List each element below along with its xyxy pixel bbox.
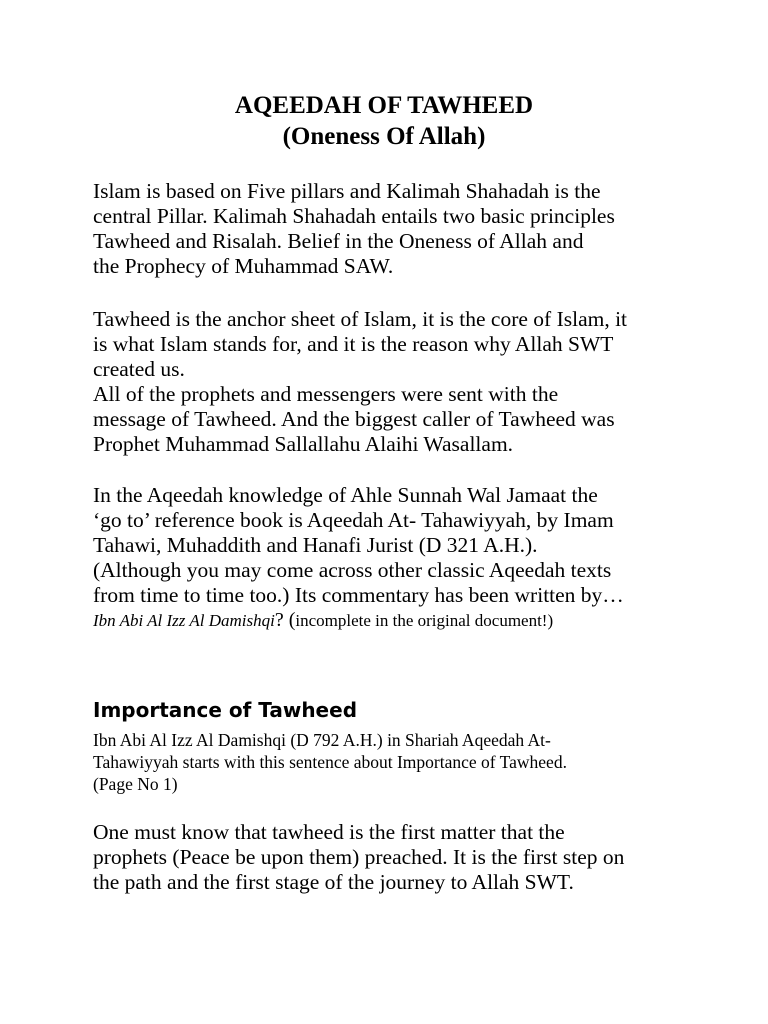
paragraph-pillars	[93, 179, 693, 279]
text-line: Prophet Muhammad Sallallahu Alaihi Wasallam.	[93, 432, 514, 456]
text-line: is what Islam stands for, and it is the reason why Allah SWT	[93, 332, 614, 356]
text-line: central Pillar. Kalimah Shahadah entails two basic principles	[93, 204, 615, 228]
text-line: message of Tawheed. And the biggest caller of Tawheed was	[93, 407, 615, 431]
text-line: ‘go to’ reference book is Aqeedah At- Tahawiyyah, by Imam	[93, 508, 614, 532]
document-title	[0, 90, 768, 152]
paragraph-reference-book	[93, 483, 693, 632]
text-line: Tahawi, Muhaddith and Hanafi Jurist (D 321 A.H.).	[93, 533, 538, 557]
section-heading: Importance of Tawheed	[93, 698, 358, 722]
section-intro	[93, 729, 713, 795]
incomplete-note: incomplete in the original document!)	[295, 611, 554, 630]
author-name: Ibn Abi Al Izz Al Damishqi	[93, 611, 275, 630]
title-line-2: (Oneness Of Allah)	[282, 123, 486, 150]
question-mark: ? (	[274, 609, 296, 631]
paragraph-tawheed-anchor	[93, 307, 693, 457]
title-line-1: AQEEDAH OF TAWHEED	[234, 92, 534, 119]
text-line: Ibn Abi Al Izz Al Damishqi (D 792 A.H.) in Shariah Aqeedah At-	[93, 730, 551, 750]
text-line: Tawheed and Risalah. Belief in the Oneness of Allah and	[93, 229, 584, 253]
text-line: Tawheed is the anchor sheet of Islam, it is the core of Islam, it	[93, 307, 628, 331]
text-line: from time to time too.) Its commentary has been written by…	[93, 583, 624, 607]
text-line: created us.	[93, 357, 185, 381]
text-line: the path and the first stage of the journey to Allah SWT.	[93, 870, 574, 894]
text-line: All of the prophets and messengers were sent with the	[93, 382, 559, 406]
paragraph-first-matter	[93, 820, 693, 895]
text-line: Tahawiyyah starts with this sentence about Importance of Tawheed.	[93, 752, 567, 772]
text-line: (Although you may come across other classic Aqeedah texts	[93, 558, 612, 582]
commentary-author-note	[93, 609, 693, 632]
text-line: the Prophecy of Muhammad SAW.	[93, 254, 394, 278]
text-line: (Page No 1)	[93, 774, 178, 794]
text-line: prophets (Peace be upon them) preached. It is the first step on	[93, 845, 625, 869]
text-line: One must know that tawheed is the first matter that the	[93, 820, 565, 844]
text-line: In the Aqeedah knowledge of Ahle Sunnah Wal Jamaat the	[93, 483, 598, 507]
text-line: Islam is based on Five pillars and Kalimah Shahadah is the	[93, 179, 601, 203]
